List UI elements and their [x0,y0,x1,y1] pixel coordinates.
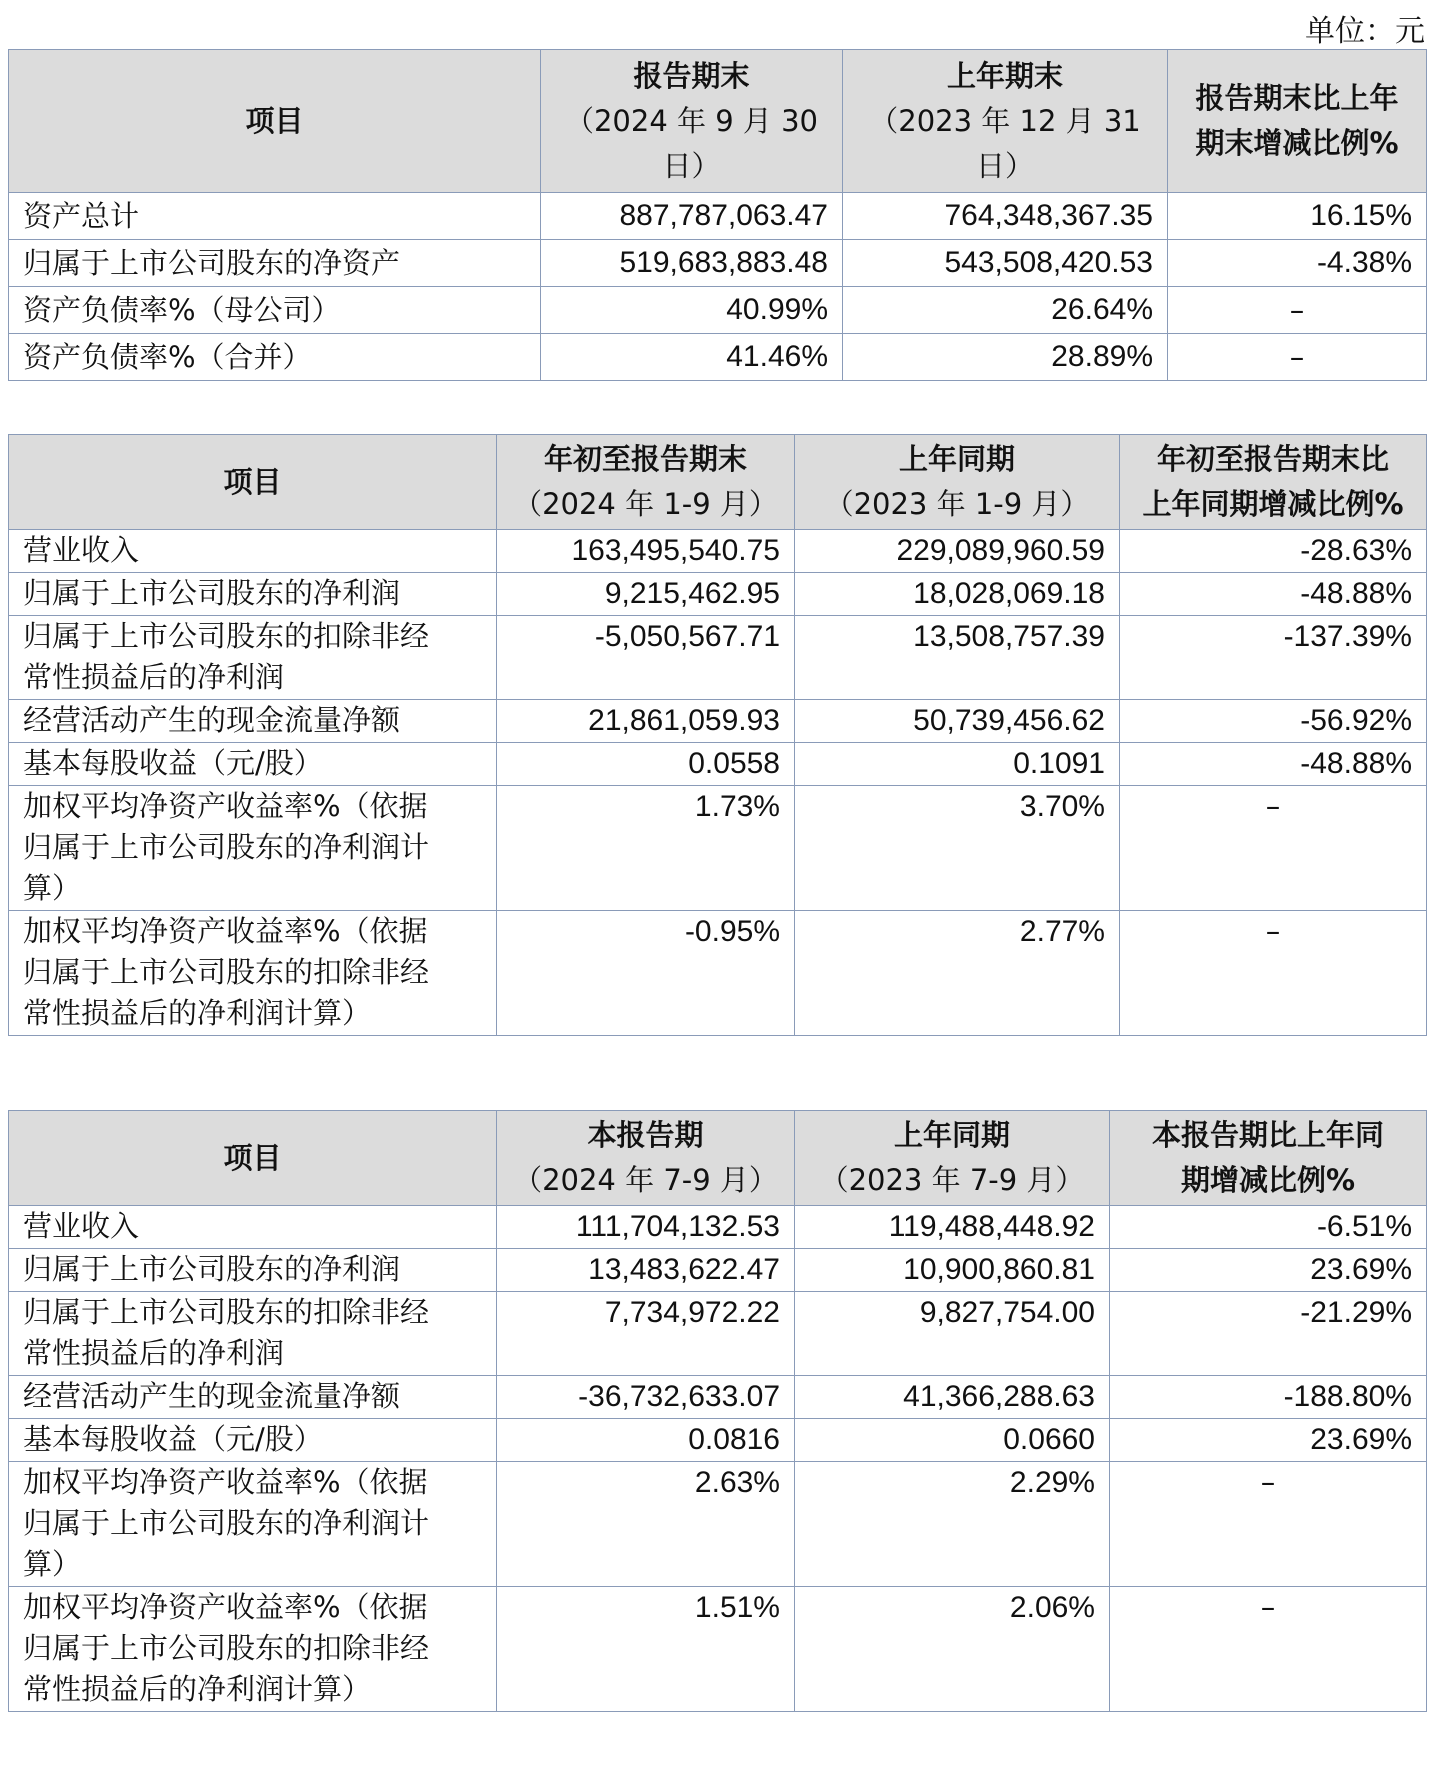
unit-label: 单位：元 [1305,14,1425,49]
row-label [9,743,497,786]
header-line: （2023 年 7-9 月） [819,1163,1085,1197]
header-line: 报告期末 [633,58,750,93]
value-change-ratio: 23.69% [1110,1249,1427,1292]
value-ytd: -5,050,567.71 [497,616,795,700]
row-label [9,616,497,700]
value-change-ratio: -188.80% [1110,1376,1427,1419]
value-last-year-end: 543,508,420.53 [843,240,1168,287]
header-line: 日） [662,148,721,183]
table-row [9,1206,1427,1249]
row-label: 资产负债率%（合并） [9,334,541,381]
value-change-ratio: -48.88% [1120,743,1427,786]
header-item: 项目 [9,435,497,530]
header-line: 年初至报告期末比 [1156,442,1389,476]
value-last-year-same-period: 41,366,288.63 [795,1376,1110,1419]
table-row [9,743,1427,786]
value-change-ratio: – [1168,287,1427,334]
row-label-line: 归属于上市公司股东的净利润 [23,576,401,610]
header-last-year-same-period [795,435,1120,530]
value-current-period: 2.63% [497,1462,795,1587]
row-label [9,530,497,573]
value-ytd: -0.95% [497,911,795,1036]
table-row [9,786,1427,911]
row-label-line: 常性损益后的净利润 [23,1336,285,1370]
value-ytd: 1.73% [497,786,795,911]
row-label-line: 加权平均净资产收益率%（依据 [23,914,428,948]
row-label [9,1419,497,1462]
row-label [9,573,497,616]
value-change-ratio: 23.69% [1110,1419,1427,1462]
row-label-line: 归属于上市公司股东的扣除非经 [23,955,430,989]
row-label-line: 归属于上市公司股东的扣除非经 [23,1631,430,1665]
table-row [9,911,1427,1036]
row-label: 资产负债率%（母公司） [9,287,541,334]
row-label [9,786,497,911]
header-line: 上年同期 [893,1118,1010,1152]
row-label-line: 经营活动产生的现金流量净额 [23,703,401,737]
header-line: 本报告期 [587,1118,704,1152]
header-change-ratio [1120,435,1427,530]
value-current-period: 0.0816 [497,1419,795,1462]
value-last-year-same-period: 18,028,069.18 [795,573,1120,616]
value-change-ratio: -6.51% [1110,1206,1427,1249]
value-change-ratio: – [1168,334,1427,381]
row-label-line: 营业收入 [23,1209,140,1243]
value-current-period: 13,483,622.47 [497,1249,795,1292]
table-row [9,1249,1427,1292]
header-current-period [497,1111,795,1206]
header-change-ratio [1110,1111,1427,1206]
table-row [9,1419,1427,1462]
table-row [9,334,1427,381]
value-ytd: 0.0558 [497,743,795,786]
header-line: 上年同期 [898,442,1015,476]
value-period-end: 41.46% [541,334,843,381]
value-change-ratio: -56.92% [1120,700,1427,743]
header-line: （2024 年 1-9 月） [513,487,778,521]
value-change-ratio: -21.29% [1110,1292,1427,1376]
header-item: 项目 [9,50,541,193]
value-last-year-same-period: 50,739,456.62 [795,700,1120,743]
value-change-ratio: -48.88% [1120,573,1427,616]
row-label: 归属于上市公司股东的净资产 [9,240,541,287]
header-line: 报告期末比上年 [1195,81,1399,115]
header-last-year-same-period [795,1111,1110,1206]
value-change-ratio: -28.63% [1120,530,1427,573]
value-period-end: 887,787,063.47 [541,193,843,240]
ytd-income-table [8,434,1427,1036]
row-label-line: 归属于上市公司股东的净利润 [23,1252,401,1286]
value-current-period: 7,734,972.22 [497,1292,795,1376]
header-line: （2024 年 9 月 30 [564,103,819,138]
row-label [9,1587,497,1712]
row-label-line: 归属于上市公司股东的扣除非经 [23,619,430,653]
table-row [9,1462,1427,1587]
header-ytd [497,435,795,530]
value-period-end: 519,683,883.48 [541,240,843,287]
header-line: （2023 年 1-9 月） [824,487,1090,521]
value-current-period: 1.51% [497,1587,795,1712]
row-label-line: 加权平均净资产收益率%（依据 [23,789,428,823]
table-row [9,530,1427,573]
value-last-year-end: 764,348,367.35 [843,193,1168,240]
table-row [9,573,1427,616]
value-change-ratio: – [1110,1462,1427,1587]
row-label-line: 基本每股收益（元/股） [23,746,323,780]
row-label-line: 加权平均净资产收益率%（依据 [23,1465,428,1499]
table-header-row [9,50,1427,193]
row-label-line: 基本每股收益（元/股） [23,1422,323,1456]
balance-sheet-table [8,49,1427,381]
row-label [9,1462,497,1587]
header-line: 期增减比例% [1180,1163,1356,1197]
value-change-ratio: – [1120,786,1427,911]
value-last-year-same-period: 10,900,860.81 [795,1249,1110,1292]
value-ytd: 163,495,540.75 [497,530,795,573]
row-label-line: 归属于上市公司股东的扣除非经 [23,1295,430,1329]
value-last-year-same-period: 2.06% [795,1587,1110,1712]
row-label-line: 加权平均净资产收益率%（依据 [23,1590,428,1624]
table-row [9,240,1427,287]
row-label-line: 经营活动产生的现金流量净额 [23,1379,401,1413]
value-change-ratio: – [1120,911,1427,1036]
header-line: （2024 年 7-9 月） [513,1163,778,1197]
table-header-row [9,1111,1427,1206]
row-label-line: 归属于上市公司股东的净利润计 [23,1506,430,1540]
header-line: （2023 年 12 月 31 [869,103,1141,138]
header-line: 年初至报告期末 [543,442,747,476]
table-row [9,287,1427,334]
value-last-year-same-period: 0.1091 [795,743,1120,786]
row-label-line: 常性损益后的净利润 [23,660,285,694]
value-last-year-end: 26.64% [843,287,1168,334]
row-label [9,1249,497,1292]
row-label-line: 算） [23,1547,82,1581]
header-line: 日） [975,148,1034,183]
header-period-end [541,50,843,193]
table-row [9,616,1427,700]
row-label-line: 算） [23,871,82,905]
value-change-ratio: 16.15% [1168,193,1427,240]
table-row [9,700,1427,743]
row-label-line: 常性损益后的净利润计算） [23,1672,372,1706]
quarter-income-table [8,1110,1427,1712]
row-label [9,1206,497,1249]
value-last-year-same-period: 13,508,757.39 [795,616,1120,700]
header-line: 上年同期增减比例% [1142,487,1404,521]
value-ytd: 21,861,059.93 [497,700,795,743]
value-last-year-same-period: 2.77% [795,911,1120,1036]
value-last-year-same-period: 119,488,448.92 [795,1206,1110,1249]
value-last-year-same-period: 0.0660 [795,1419,1110,1462]
header-change-ratio [1168,50,1427,193]
header-line: 上年期末 [946,58,1063,93]
value-last-year-same-period: 2.29% [795,1462,1110,1587]
header-line: 期末增减比例% [1195,126,1399,160]
table-row [9,1587,1427,1712]
value-current-period: -36,732,633.07 [497,1376,795,1419]
header-line: 本报告期比上年同 [1151,1118,1384,1152]
row-label-line: 归属于上市公司股东的净利润计 [23,830,430,864]
value-change-ratio: – [1110,1587,1427,1712]
value-current-period: 111,704,132.53 [497,1206,795,1249]
row-label: 资产总计 [9,193,541,240]
header-item: 项目 [9,1111,497,1206]
value-change-ratio: -137.39% [1120,616,1427,700]
header-last-year-end [843,50,1168,193]
value-period-end: 40.99% [541,287,843,334]
table-row [9,193,1427,240]
row-label [9,1292,497,1376]
value-ytd: 9,215,462.95 [497,573,795,616]
table-row [9,1292,1427,1376]
row-label [9,1376,497,1419]
value-change-ratio: -4.38% [1168,240,1427,287]
table-header-row [9,435,1427,530]
row-label [9,911,497,1036]
row-label [9,700,497,743]
value-last-year-same-period: 3.70% [795,786,1120,911]
row-label-line: 营业收入 [23,533,140,567]
value-last-year-same-period: 9,827,754.00 [795,1292,1110,1376]
table-row [9,1376,1427,1419]
row-label-line: 常性损益后的净利润计算） [23,996,372,1030]
value-last-year-same-period: 229,089,960.59 [795,530,1120,573]
value-last-year-end: 28.89% [843,334,1168,381]
